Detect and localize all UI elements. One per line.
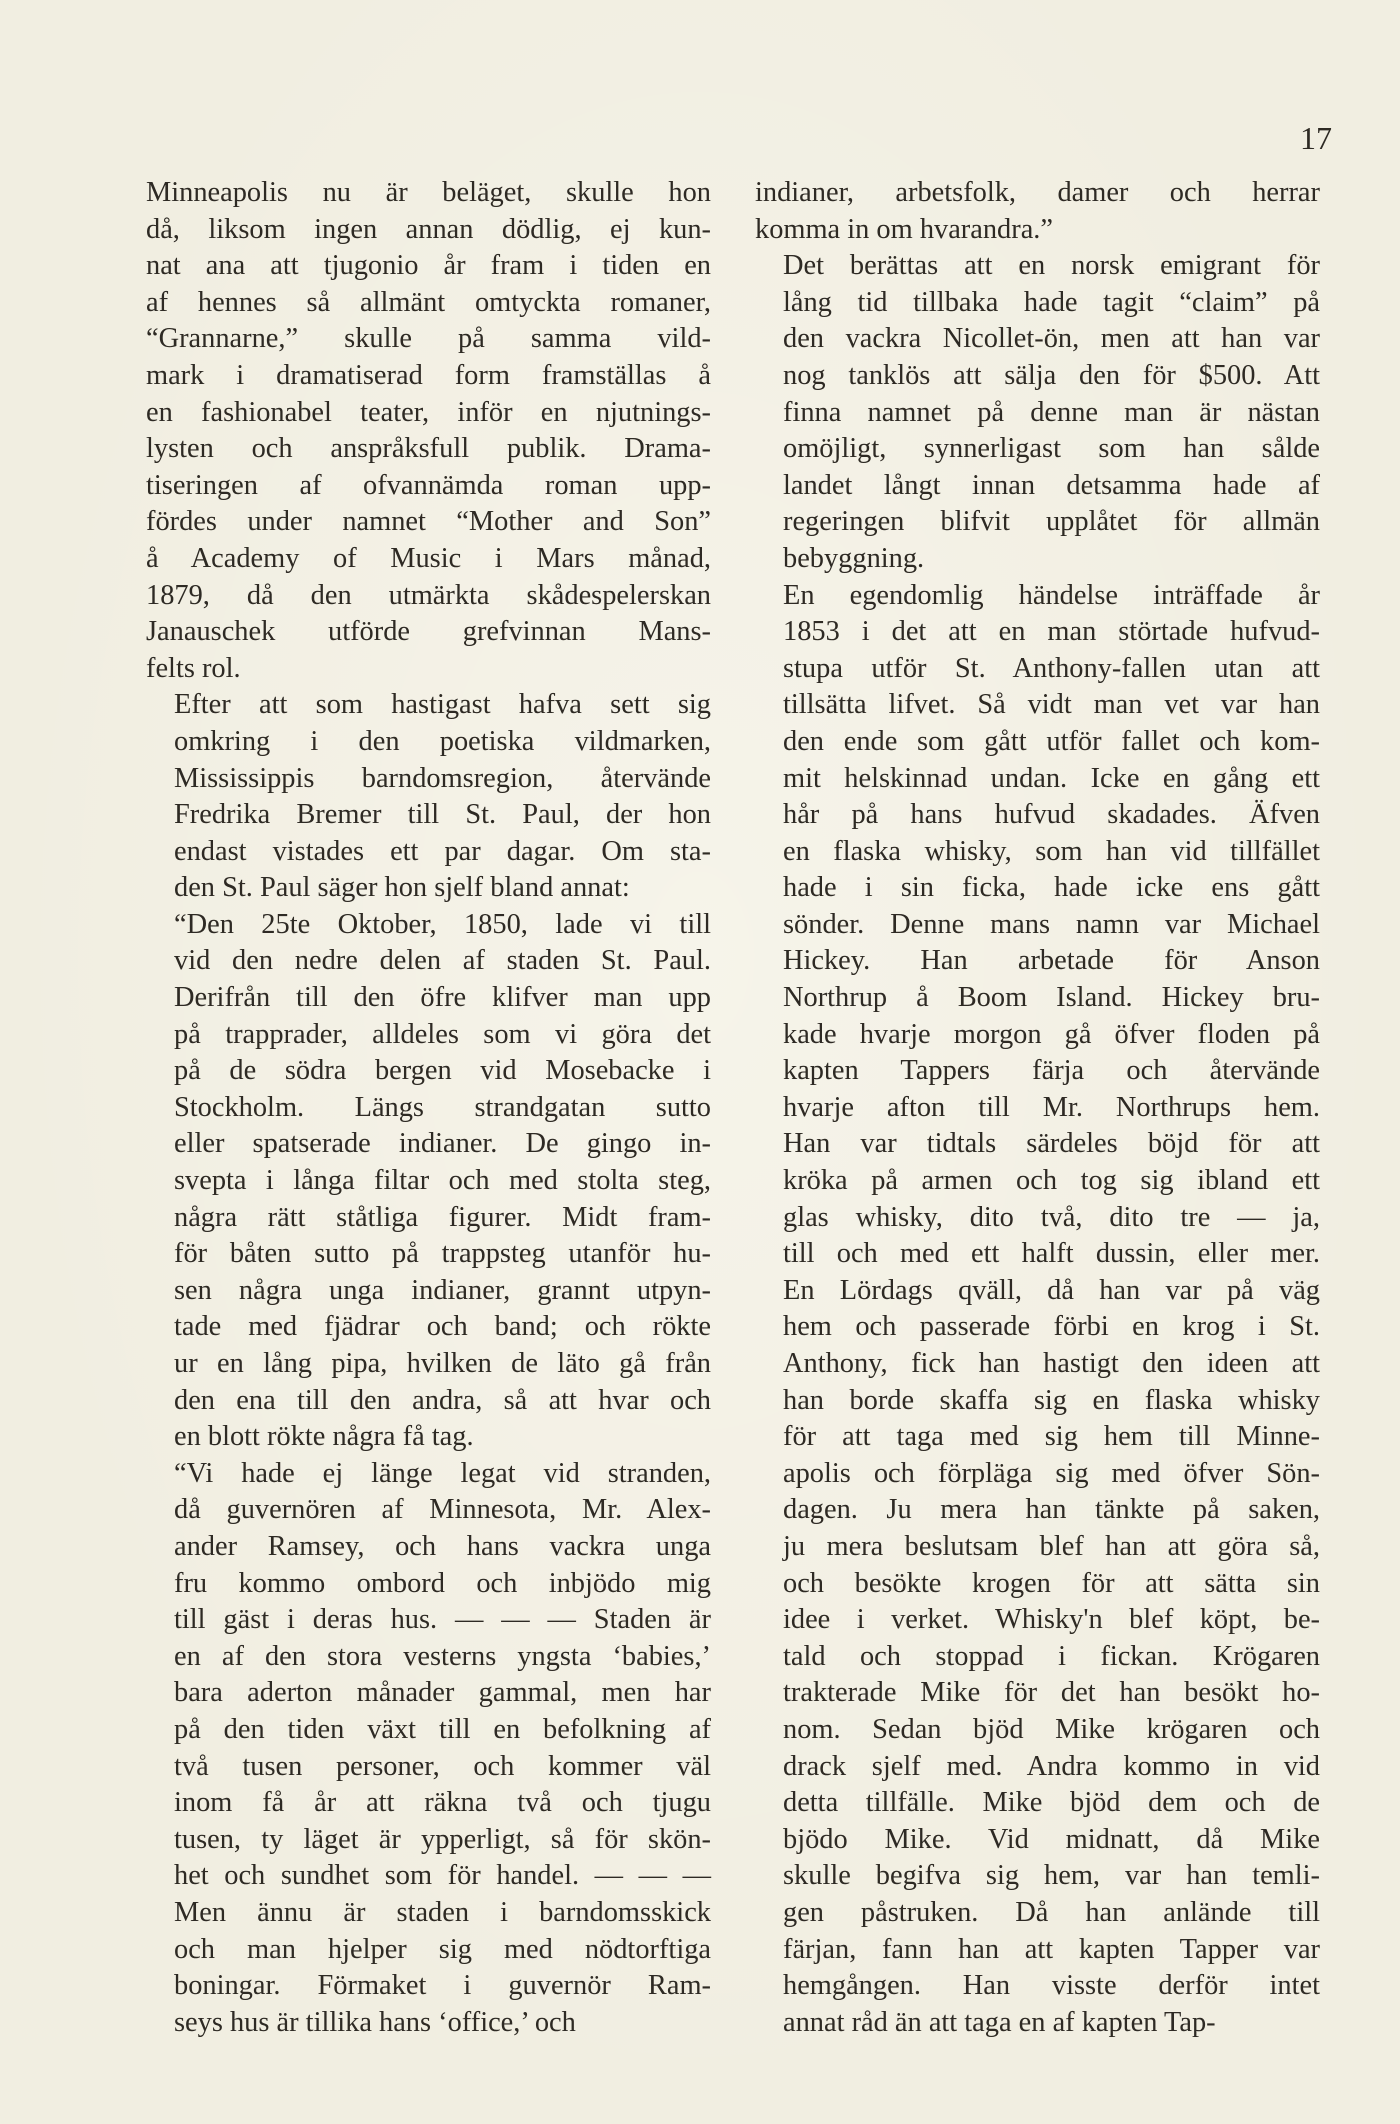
text-line: Janauschek utförde grefvinnan Mans- <box>146 616 711 648</box>
paragraph <box>146 175 711 687</box>
text-line: han borde skaffa sig en flaska whisky <box>783 1384 1320 1416</box>
text-line: ju mera beslutsam blef han att göra så, <box>783 1530 1320 1562</box>
text-line: inom få år att räkna två och tjugu <box>174 1787 711 1819</box>
text-line: omkring i den poetiska vildmarken, <box>174 725 711 757</box>
text-line: då, liksom ingen annan dödlig, ej kun- <box>146 213 711 245</box>
text-line: felts rol. <box>146 652 241 684</box>
text-line: mit helskinnad undan. Icke en gång ett <box>783 762 1320 794</box>
text-line: drack sjelf med. Andra kommo in vid <box>783 1750 1320 1782</box>
text-line: stupa utför St. Anthony-fallen utan att <box>783 652 1320 684</box>
text-line: svepta i långa filtar och med stolta steg, <box>174 1165 711 1197</box>
text-line: En egendomlig händelse inträffade år <box>783 579 1320 611</box>
text-line: nat ana att tjugonio år fram i tiden en <box>146 250 711 282</box>
text-line: landet långt innan detsamma hade af <box>783 469 1320 501</box>
text-line: nog tanklös att sälja den för $500. Att <box>783 359 1320 391</box>
text-line: Fredrika Bremer till St. Paul, der hon <box>174 799 711 831</box>
text-line: eller spatserade indianer. De gingo in- <box>174 1128 711 1160</box>
text-line: Stockholm. Längs strandgatan sutto <box>174 1091 711 1123</box>
text-line: tusen, ty läget är ypperligt, så för skön- <box>174 1823 711 1855</box>
text-line: Efter att som hastigast hafva sett sig <box>174 689 711 721</box>
text-line: idee i verket. Whisky'n blef köpt, be- <box>783 1604 1320 1636</box>
text-line: då guvernören af Minnesota, Mr. Alex- <box>174 1494 711 1526</box>
text-line: ander Ramsey, och hans vackra unga <box>174 1530 711 1562</box>
text-line: en flaska whisky, som han vid tillfället <box>783 835 1320 867</box>
paragraph <box>146 1456 711 2042</box>
text-line: indianer, arbetsfolk, damer och herrar <box>755 177 1320 208</box>
text-line: mark i dramatiserad form framställas å <box>146 359 711 391</box>
text-line: hem och passerade förbi en krog i St. <box>783 1311 1320 1343</box>
text-line: för båten sutto på trappsteg utanför hu- <box>174 1238 711 1270</box>
text-line: tillsätta lifvet. Så vidt man vet var han <box>783 689 1320 721</box>
text-line: Men ännu är staden i barndomsskick <box>174 1896 711 1928</box>
page-number: 17 <box>1300 120 1332 156</box>
text-line: bara aderton månader gammal, men har <box>174 1677 711 1709</box>
text-line: å Academy of Music i Mars månad, <box>146 542 711 574</box>
text-line: gen påstruken. Då han anlände till <box>783 1896 1320 1928</box>
text-line: hemgången. Han visste derför intet <box>783 1970 1320 2002</box>
text-line: Minneapolis nu är beläget, skulle hon <box>146 177 711 208</box>
text-line: annat råd än att taga en af kapten Tap- <box>783 2006 1216 2038</box>
text-line: den ende som gått utför fallet och kom- <box>783 725 1320 757</box>
text-line: ur en lång pipa, hvilken de läto gå från <box>174 1348 711 1379</box>
text-line: 1853 i det att en man störtade hufvud- <box>783 616 1320 648</box>
text-line: på de södra bergen vid Mosebacke i <box>174 1055 711 1087</box>
text-line: finna namnet på denne man är nästan <box>783 396 1320 428</box>
text-line: en fashionabel teater, inför en njutnings- <box>146 396 711 428</box>
paragraph <box>755 175 1320 248</box>
paragraph <box>146 687 711 907</box>
text-line: af hennes så allmänt omtyckta romaner, <box>146 286 711 318</box>
text-line: fördes under namnet “Mother and Son” <box>146 506 711 538</box>
text-line: lysten och anspråksfull publik. Drama- <box>146 433 711 465</box>
text-line: tade med fjädrar och band; och rökte <box>174 1311 711 1343</box>
text-line: detta tillfälle. Mike bjöd dem och de <box>783 1787 1320 1819</box>
text-line: några rätt ståtliga figurer. Midt fram- <box>174 1201 711 1233</box>
text-line: till och med ett halft dussin, eller mer. <box>783 1238 1320 1270</box>
text-line: vid den nedre delen af staden St. Paul. <box>174 945 711 977</box>
left-text-column <box>146 175 711 2041</box>
text-line: 1879, då den utmärkta skådespelerskan <box>146 579 711 611</box>
text-line: till gäst i deras hus. — — — Staden är <box>174 1604 711 1636</box>
text-line: den ena till den andra, så att hvar och <box>174 1384 711 1416</box>
text-line: Han var tidtals särdeles böjd för att <box>783 1128 1320 1160</box>
text-line: nom. Sedan bjöd Mike krögaren och <box>783 1713 1320 1745</box>
text-line: Northrup å Boom Island. Hickey bru- <box>783 982 1320 1014</box>
text-line: glas whisky, dito två, dito tre — ja, <box>783 1201 1320 1233</box>
text-line: kröka på armen och tog sig ibland ett <box>783 1165 1320 1197</box>
text-line: den vackra Nicollet-ön, men att han var <box>783 323 1320 355</box>
text-line: på den tiden växt till en befolkning af <box>174 1713 711 1745</box>
paragraph <box>755 248 1320 577</box>
text-line: bebyggning. <box>783 542 925 574</box>
text-line: regeringen blifvit upplåtet för allmän <box>783 506 1320 538</box>
text-line: omöjligt, synnerligast som han sålde <box>783 433 1320 465</box>
text-line: två tusen personer, och kommer väl <box>174 1750 711 1782</box>
text-line: Hickey. Han arbetade för Anson <box>783 945 1320 977</box>
text-line: trakterade Mike för det han besökt ho- <box>783 1677 1320 1709</box>
text-line: kapten Tappers färja och återvände <box>783 1055 1320 1087</box>
text-line: “Grannarne,” skulle på samma vild- <box>146 323 711 355</box>
text-line: tiseringen af ofvannämda roman upp- <box>146 469 711 501</box>
text-line: “Den 25te Oktober, 1850, lade vi till <box>174 908 711 940</box>
text-line: på trapprader, alldeles som vi göra det <box>174 1018 711 1050</box>
text-line: Anthony, fick han hastigt den ideen att <box>783 1348 1320 1379</box>
paragraph <box>146 907 711 1456</box>
text-line: endast vistades ett par dagar. Om sta- <box>174 835 711 867</box>
text-line: fru kommo ombord och inbjödo mig <box>174 1567 711 1599</box>
text-line: sönder. Denne mans namn var Michael <box>783 908 1320 940</box>
text-line: het och sundhet som för handel. — — — <box>174 1860 711 1892</box>
text-line: tald och stoppad i fickan. Krögaren <box>783 1640 1320 1672</box>
text-line: “Vi hade ej länge legat vid stranden, <box>174 1457 711 1489</box>
text-line: för att taga med sig hem till Minne- <box>783 1421 1320 1453</box>
text-line: hår på hans hufvud skadades. Äfven <box>783 799 1320 831</box>
text-line: en blott rökte några få tag. <box>174 1421 474 1453</box>
paragraph <box>755 578 1320 2042</box>
text-line: bjödo Mike. Vid midnatt, då Mike <box>783 1823 1320 1855</box>
text-line: kade hvarje morgon gå öfver floden på <box>783 1018 1320 1050</box>
text-line: hade i sin ficka, hade icke ens gått <box>783 872 1320 904</box>
text-line: och besökte krogen för att sätta sin <box>783 1567 1320 1599</box>
text-line: boningar. Förmaket i guvernör Ram- <box>174 1970 711 2002</box>
text-line: Derifrån till den öfre klifver man upp <box>174 982 711 1014</box>
text-line: dagen. Ju mera han tänkte på saken, <box>783 1494 1320 1526</box>
text-line: den St. Paul säger hon sjelf bland annat: <box>174 872 630 904</box>
text-line: seys hus är tillika hans ‘office,’ och <box>174 2006 576 2038</box>
text-line: lång tid tillbaka hade tagit “claim” på <box>783 286 1320 318</box>
text-line: Det berättas att en norsk emigrant för <box>783 250 1320 282</box>
text-line: färjan, fann han att kapten Tapper var <box>783 1933 1320 1965</box>
text-line: och man hjelper sig med nödtorftiga <box>174 1933 711 1965</box>
text-line: En Lördags qväll, då han var på väg <box>783 1274 1320 1306</box>
text-line: hvarje afton till Mr. Northrups hem. <box>783 1091 1320 1123</box>
text-line: skulle begifva sig hem, var han temli- <box>783 1860 1320 1892</box>
text-line: komma in om hvarandra.” <box>755 213 1054 245</box>
text-line: sen några unga indianer, grannt utpyn- <box>174 1274 711 1306</box>
text-line: Mississippis barndomsregion, återvände <box>174 762 711 794</box>
right-text-column <box>755 175 1320 2041</box>
text-line: en af den stora vesterns yngsta ‘babies,’ <box>174 1640 711 1672</box>
text-line: apolis och förpläga sig med öfver Sön- <box>783 1457 1320 1489</box>
